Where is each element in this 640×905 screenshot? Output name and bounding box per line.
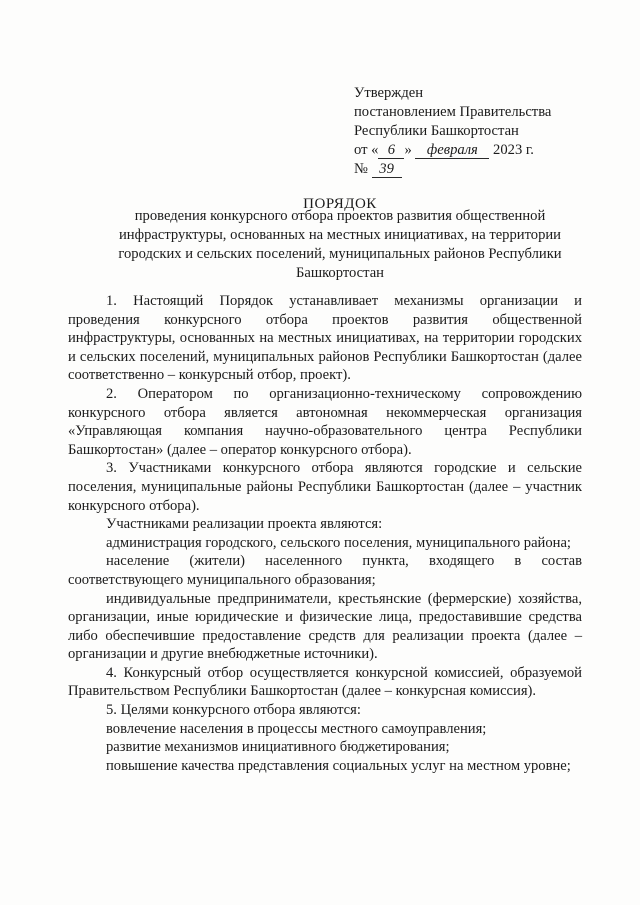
- approval-date-day: 6: [378, 143, 404, 159]
- paragraph: население (жители) населенного пункта, входящего в состав соответствующего муниципального образования;: [68, 553, 582, 588]
- paragraph: 4. Конкурсный отбор осуществляется конкурсной комиссией, образуемой Правительством Республики Башкортостан (далее – конкурсная комиссия).: [68, 664, 582, 700]
- approval-number-value: 39: [372, 162, 402, 178]
- approval-date: [354, 141, 624, 160]
- approval-date-year: 2023 г.: [493, 142, 534, 158]
- approval-line-decree: постановлением Правительства: [354, 104, 552, 120]
- paragraph: 5. Целями конкурсного отбора являются:: [106, 702, 361, 719]
- paragraph: 1. Настоящий Порядок устанавливает механизмы организации и проведения конкурсного отбора проектов развития общественной инфраструктуры, основанных на местных инициативах, на территории городских и сельских поселений, муниципальных районов Республики Башкортостан (далее соответственно – конкурсный отбор, проект).: [68, 293, 582, 384]
- paragraph: Участниками реализации проекта являются:: [106, 516, 383, 533]
- paragraph: развитие механизмов инициативного бюджетирования;: [106, 739, 450, 756]
- approval-stamp: [354, 84, 624, 179]
- document-subtitle: проведения конкурсного отбора проектов развития общественной инфраструктуры, основанных на местных инициативах, на территории городских и сельских поселений, муниципальных районов Республики Башкортостан: [118, 208, 562, 281]
- approval-date-month: февраля: [415, 143, 489, 159]
- paragraph: повышение качества представления социальных услуг на местном уровне;: [106, 757, 571, 774]
- paragraph: индивидуальные предприниматели, крестьянские (фермерские) хозяйства, организации, иные юридические и физические лица, предоставившие средства либо обеспечившие предоставление средств для реализации проекта (далее – организации и другие внебюджетные источники).: [68, 590, 582, 663]
- approval-date-mid: »: [404, 142, 412, 158]
- approval-date-prefix: от «: [354, 142, 379, 158]
- paragraph: 2. Оператором по организационно-техническому сопровождению конкурсного отбора является автономная некоммерческая организация «Управляющая компания научно-образовательного центра Республики Башкортостан» (далее – оператор конкурсного отбора).: [68, 385, 582, 458]
- approval-number: [354, 160, 624, 179]
- approval-line-republic: Республики Башкортостан: [354, 123, 519, 139]
- approval-number-prefix: №: [354, 161, 368, 177]
- document-title: ПОРЯДОК: [303, 196, 377, 212]
- paragraph: 3. Участниками конкурсного отбора являются городские и сельские поселения, муниципальные районы Республики Башкортостан (далее – участник конкурсного отбора).: [68, 460, 582, 514]
- approval-line-approved: Утвержден: [354, 85, 424, 101]
- document-body: [68, 292, 582, 775]
- paragraph: вовлечение населения в процессы местного самоуправления;: [106, 720, 487, 737]
- paragraph: администрация городского, сельского поселения, муниципального района;: [106, 534, 571, 551]
